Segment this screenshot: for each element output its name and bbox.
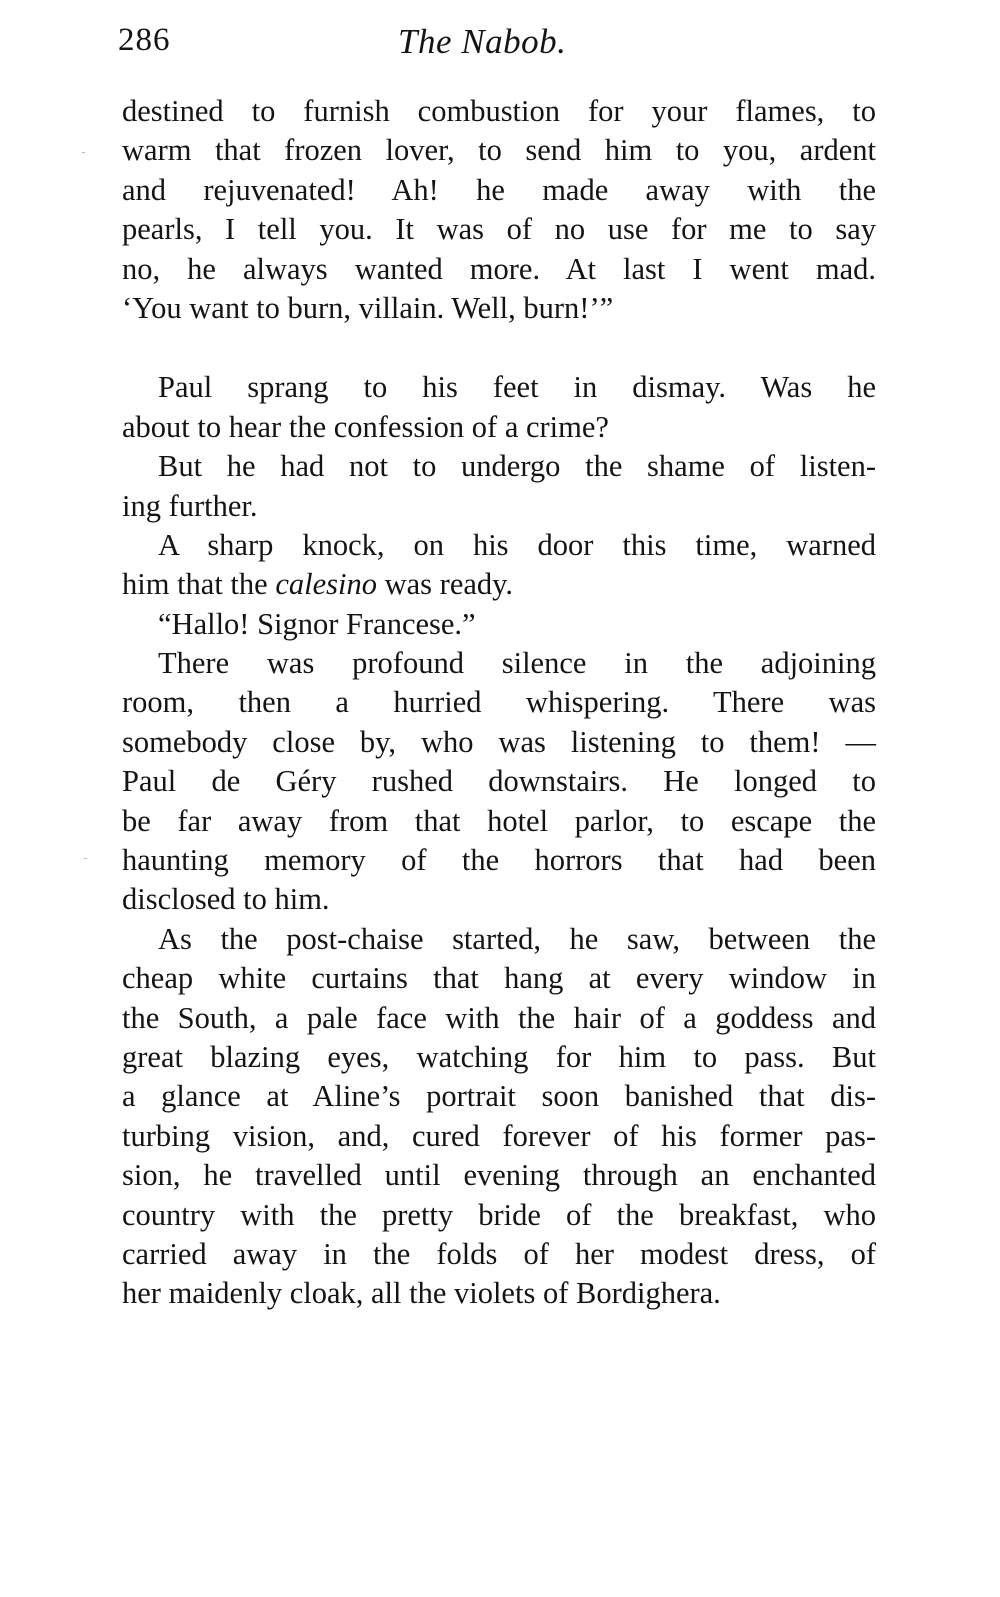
paragraph xyxy=(122,644,876,920)
paragraph xyxy=(122,605,876,644)
text-line: turbing vision, and, cured forever of his former pas- xyxy=(122,1118,876,1153)
text-line: destined to furnish combustion for your flames, to xyxy=(122,94,876,128)
text-line: ing further. xyxy=(122,488,258,523)
text-line: “Hallo! Signor Francese.” xyxy=(158,606,476,641)
scan-speck xyxy=(82,152,85,153)
text-line: Paul sprang to his feet in dismay. Was he xyxy=(158,370,876,405)
text-line xyxy=(122,565,876,604)
italic-word: calesino xyxy=(275,567,377,602)
page-header xyxy=(116,22,876,72)
text-line: pearls, I tell you. It was of no use for me to say xyxy=(122,212,876,247)
paragraph xyxy=(122,92,876,328)
text-line: ‘You want to burn, villain. Well, burn!’” xyxy=(122,290,614,325)
running-title: The Nabob. xyxy=(398,22,567,61)
paragraph xyxy=(122,447,876,526)
text-line: the South, a pale face with the hair of a goddess and xyxy=(122,1000,876,1035)
text-line: haunting memory of the horrors that had been xyxy=(122,843,876,878)
paragraph xyxy=(122,368,876,447)
text-line: disclosed to him. xyxy=(122,882,330,917)
text-line: Paul de Géry rushed downstairs. He longed to xyxy=(122,764,876,799)
text-line: be far away from that hotel parlor, to escape the xyxy=(122,803,876,838)
body-text xyxy=(122,92,876,1314)
text-line: a glance at Aline’s portrait soon banished that dis- xyxy=(122,1079,876,1114)
text-line: her maidenly cloak, all the violets of Bordighera. xyxy=(122,1276,721,1311)
text-line: sion, he travelled until evening through an enchanted xyxy=(122,1158,876,1193)
page-number: 286 xyxy=(118,22,171,58)
text-line: somebody close by, who was listening to them! — xyxy=(122,724,876,759)
text-line: no, he always wanted more. At last I went mad. xyxy=(122,251,876,286)
text-line: But he had not to undergo the shame of listen- xyxy=(158,449,876,484)
text-line: cheap white curtains that hang at every window in xyxy=(122,961,876,996)
text-line: A sharp knock, on his door this time, warned xyxy=(158,527,876,562)
paragraph xyxy=(122,526,876,605)
text-run: was ready. xyxy=(376,567,514,602)
text-run: him that the xyxy=(122,567,276,602)
text-line: country with the pretty bride of the breakfast, who xyxy=(122,1197,876,1232)
text-line: warm that frozen lover, to send him to you, ardent xyxy=(122,133,876,168)
paragraph xyxy=(122,920,876,1314)
section-break xyxy=(122,328,876,368)
text-line: great blazing eyes, watching for him to pass. But xyxy=(122,1039,876,1074)
text-line: and rejuvenated! Ah! he made away with the xyxy=(122,172,876,207)
text-line: room, then a hurried whispering. There was xyxy=(122,685,876,720)
text-line: There was profound silence in the adjoining xyxy=(158,646,876,681)
text-line: about to hear the confession of a crime? xyxy=(122,409,609,444)
scan-speck xyxy=(84,858,87,859)
text-line: carried away in the folds of her modest dress, of xyxy=(122,1236,876,1271)
text-line: As the post-chaise started, he saw, between the xyxy=(158,921,876,956)
